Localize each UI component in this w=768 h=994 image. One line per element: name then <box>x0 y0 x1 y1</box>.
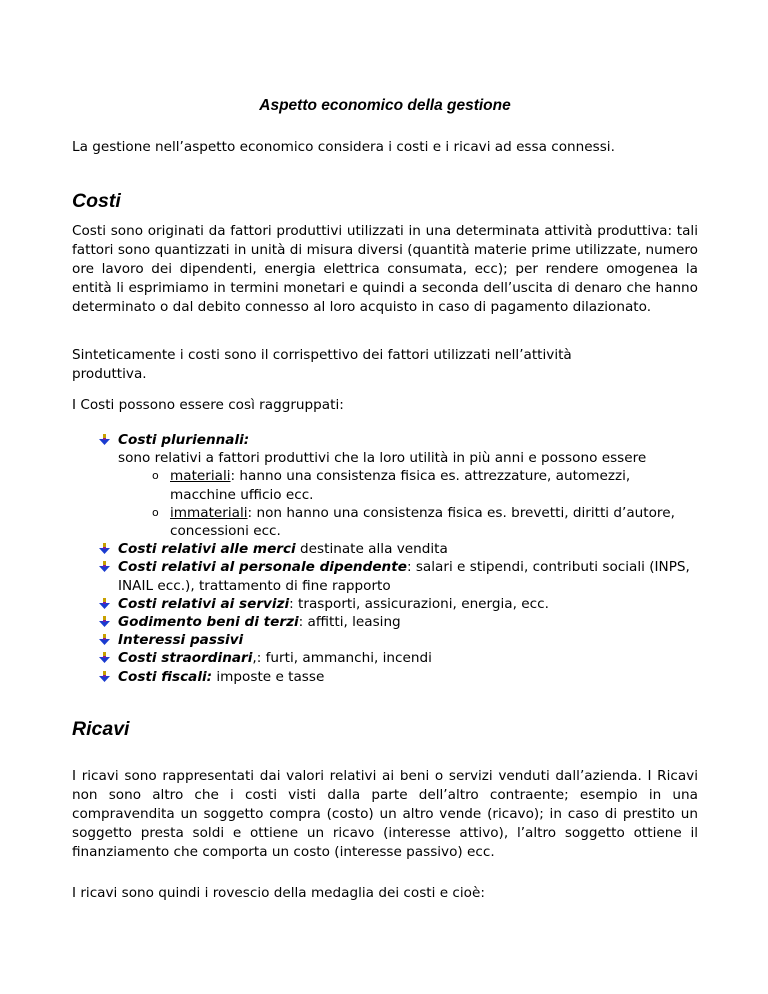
arrow-down-bullet-icon <box>98 543 111 555</box>
costi-heading: Costi <box>72 190 121 212</box>
list-item-text: ,: furti, ammanchi, incendi <box>252 650 432 667</box>
pluriennali-description: sono relativi a fattori produttivi che la loro utilità in più anni e possono essere <box>118 450 647 467</box>
sub-item-term: immateriali <box>170 504 248 521</box>
list-item-term: Costi straordinari <box>118 650 253 667</box>
list-item-term: Godimento beni di terzi <box>118 614 299 631</box>
list-item-term: Costi relativi alle merci <box>118 541 296 558</box>
list-item <box>98 558 698 594</box>
list-item <box>98 613 698 631</box>
page-title: Aspetto economico della gestione <box>259 97 511 114</box>
sub-item-text: : non hanno una consistenza fisica es. brevetti, diritti d’autore, concessioni ecc. <box>170 504 675 540</box>
arrow-down-bullet-icon <box>98 616 111 628</box>
costi-paragraph-2: Sinteticamente i costi sono il corrispettivo dei fattori utilizzati nell’attività produttiva. <box>72 347 572 382</box>
list-item <box>98 595 698 613</box>
arrow-down-bullet-icon <box>98 434 111 446</box>
sub-item-term: materiali <box>170 468 231 485</box>
list-item <box>98 631 698 649</box>
list-item-text: : salari e stipendi, contributi sociali (INPS, INAIL ecc.), trattamento di fine rapporto <box>118 559 690 594</box>
ricavi-heading: Ricavi <box>72 718 130 740</box>
costi-list <box>98 431 698 686</box>
list-item <box>98 431 698 540</box>
list-item-term: Costi pluriennali: <box>118 432 250 448</box>
list-item <box>98 540 698 558</box>
list-item-text: : trasporti, assicurazioni, energia, ecc. <box>289 595 549 612</box>
arrow-down-bullet-icon <box>98 652 111 664</box>
list-item-text: imposte e tasse <box>212 668 325 685</box>
sub-list-item <box>98 504 698 540</box>
list-item <box>98 649 698 667</box>
ricavi-paragraph-2: I ricavi sono quindi i rovescio della medaglia dei costi e cioè: <box>72 885 485 901</box>
sub-item-text: : hanno una consistenza fisica es. attrezzature, automezzi, macchine ufficio ecc. <box>170 468 631 503</box>
arrow-down-bullet-icon <box>98 561 111 573</box>
circle-bullet-icon: o <box>152 505 159 519</box>
costi-paragraph-3: I Costi possono essere così raggruppati: <box>72 397 344 413</box>
arrow-down-bullet-icon <box>98 634 111 646</box>
circle-bullet-icon: o <box>152 469 159 483</box>
sub-list-item <box>98 467 698 503</box>
intro-paragraph: La gestione nell’aspetto economico considera i costi e i ricavi ad essa connessi. <box>72 139 615 155</box>
arrow-down-bullet-icon <box>98 671 111 683</box>
costi-paragraph-1: Costi sono originati da fattori produttivi utilizzati in una determinata attività produttiva: tali fattori sono quantizzati in unità di misura diversi (quantità materie prime utilizzate, numero ore lavoro dei dipendenti, energia elettrica consumata, ecc); per rendere omogenea la entità li esprimiamo in termini monetari e quindi a seconda dell’uscita di denaro che hanno determinato o dal debito connesso al loro acquisto in caso di pagamento dilazionato. <box>72 223 698 315</box>
list-item <box>98 668 698 686</box>
list-item-term: Costi fiscali: <box>118 668 213 685</box>
list-item-term: Costi relativi al personale dipendente <box>118 559 407 576</box>
list-item-text: destinate alla vendita <box>295 541 448 558</box>
ricavi-paragraph-1: I ricavi sono rappresentati dai valori relativi ai beni o servizi venduti dall’azienda. I Ricavi non sono altro che i costi visti dalla parte dell’altro contraente; esempio in una compravendita un soggetto compra (costo) un altro vende (ricavo); in caso di prestito un soggetto presta soldi e ottiene un ricavo (interesse attivo), l’altro soggetto ottiene il finanziamento che comporta un costo (interesse passivo) ecc. <box>72 768 698 860</box>
list-item-term: Costi relativi ai servizi <box>118 595 290 612</box>
list-item-text: : affitti, leasing <box>298 614 401 631</box>
arrow-down-bullet-icon <box>98 598 111 610</box>
list-item-term: Interessi passivi <box>118 632 244 649</box>
